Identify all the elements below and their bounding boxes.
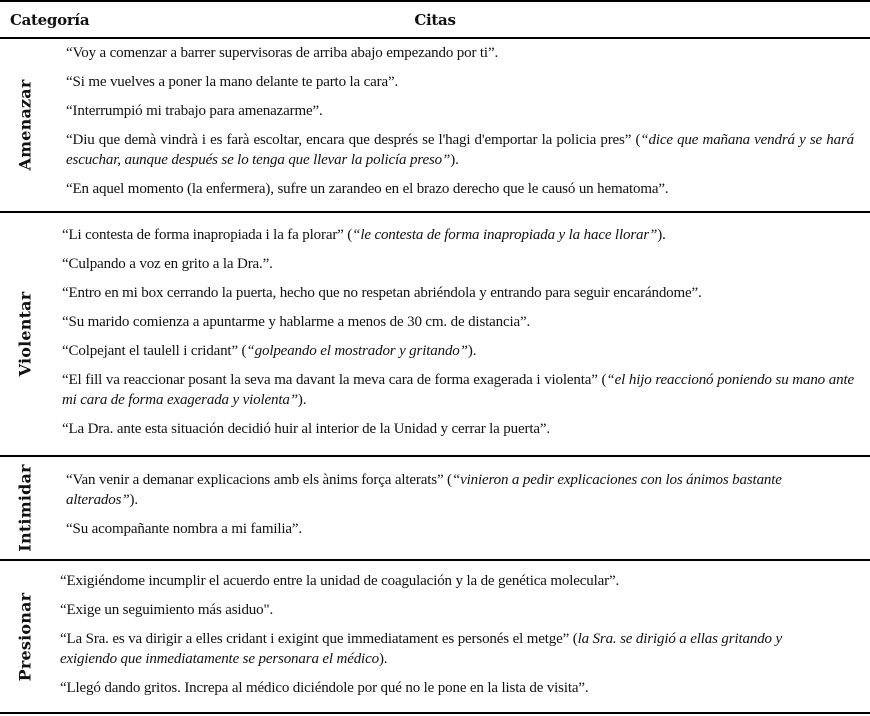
table-top-rule <box>0 0 870 2</box>
category-label: Violentar <box>15 291 35 377</box>
category-cell <box>0 39 50 211</box>
quote: “Voy a comenzar a barrer supervisoras de arriba abajo empezando por ti”. <box>66 45 499 61</box>
category-cell <box>0 561 50 712</box>
quote: “Diu que demà vindrà i es farà escoltar, encara que després se l'hagi d'emportar la policia pres” (“dice que mañana vendrá y se hará escuchar, aunque después se lo tenga que llevar la policía preso”). <box>66 132 854 168</box>
quote: “Llegó dando gritos. Increpa al médico diciéndole por qué no le pone en la lista de visita”. <box>60 679 589 696</box>
category-label: Amenazar <box>15 79 35 171</box>
table-bottom-rule <box>0 712 870 714</box>
category-label: Presionar <box>15 592 35 681</box>
section-intimidar <box>0 457 870 559</box>
quotes-cell <box>66 44 854 209</box>
quote: “Entro en mi box cerrando la puerta, hecho que no respetan abriéndola y entrando para seguir encarándome”. <box>62 285 702 302</box>
quote: “Exigiéndome incumplir el acuerdo entre la unidad de coagulación y la de genética molecular”. <box>60 573 620 589</box>
quote: “Si me vuelves a poner la mano delante te parto la cara”. <box>66 74 399 91</box>
category-label: Intimidar <box>15 464 35 552</box>
quote: “Li contesta de forma inapropiada i la fa plorar” (“le contesta de forma inapropiada y la hace llorar”). <box>62 227 666 243</box>
quote: “Culpando a voz en grito a la Dra.”. <box>62 256 273 273</box>
header-quotes: Citas <box>414 11 456 29</box>
quote: “La Sra. es va dirigir a elles cridant i exigint que immediatament es personés el metge” (la Sra. se dirigió a ellas gritando y exigiendo que inmediatamente se personara el médico). <box>60 631 783 667</box>
section-violentar <box>0 213 870 455</box>
quote: “Interrumpió mi trabajo para amenazarme”. <box>66 103 323 120</box>
quote: “La Dra. ante esta situación decidió huir al interior de la Unidad y cerrar la puerta”. <box>62 421 550 438</box>
quote: “Su acompañante nombra a mi familia”. <box>66 520 303 537</box>
quote: “Colpejant el taulell i cridant” (“golpeando el mostrador y gritando”). <box>62 343 477 360</box>
category-cell <box>0 457 50 559</box>
quote: “Exige un seguimiento más asiduo". <box>60 602 274 619</box>
header-category: Categoría <box>10 11 90 29</box>
quotes-cell <box>60 572 840 708</box>
section-presionar <box>0 561 870 712</box>
quote: “El fill va reaccionar posant la seva ma davant la meva cara de forma exagerada i violenta” (“el hijo reaccionó poniendo su mano ante mi cara de forma exagerada y violenta”). <box>62 372 854 408</box>
section-amenazar <box>0 39 870 211</box>
quote: “Su marido comienza a apuntarme y hablarme a menos de 30 cm. de distancia”. <box>62 314 531 331</box>
quotes-cell <box>62 226 854 449</box>
category-cell <box>0 213 50 455</box>
quotes-cell <box>66 471 842 549</box>
quote: “Van venir a demanar explicacions amb els ànims força alterats” (“vinieron a pedir explicaciones con los ánimos bastante alterados”). <box>66 472 782 508</box>
quote: “En aquel momento (la enfermera), sufre un zarandeo en el brazo derecho que le causó un hematoma”. <box>66 180 669 197</box>
